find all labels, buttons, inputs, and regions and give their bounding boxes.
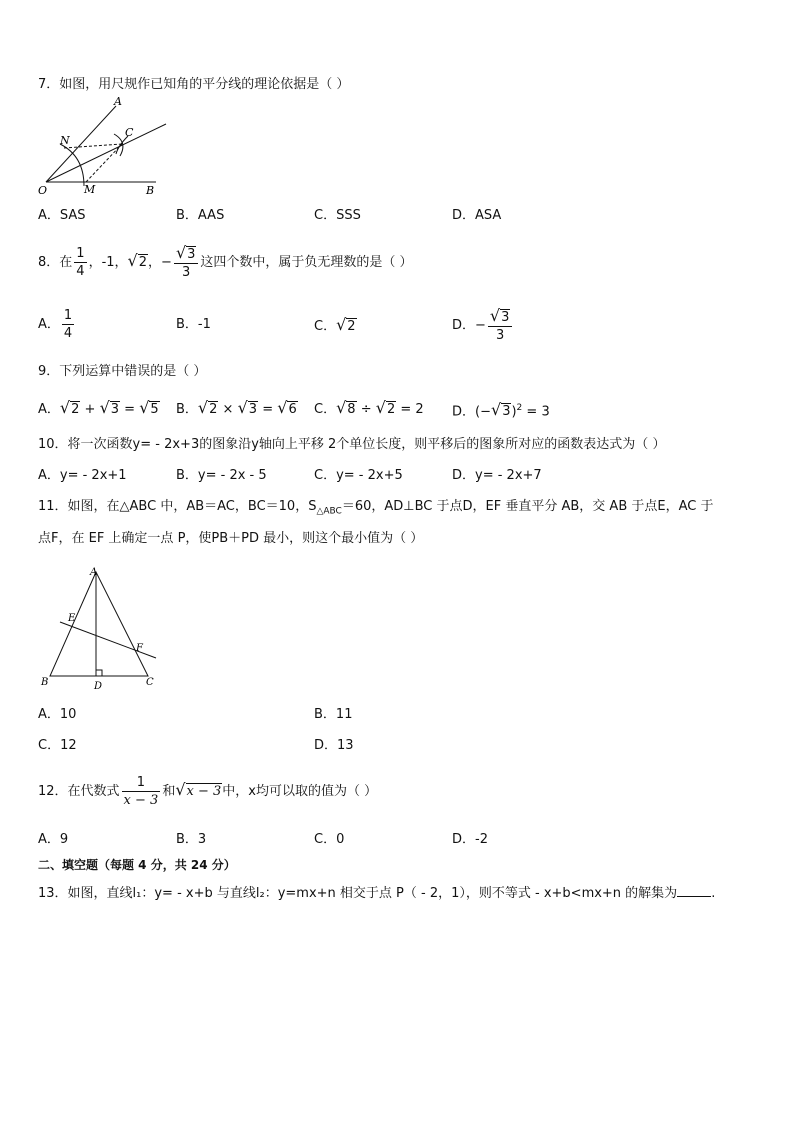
q7-option-c[interactable]: C．SSS <box>314 208 361 223</box>
label-c: C <box>146 677 154 688</box>
q11-option-a[interactable]: A．10 <box>38 707 77 722</box>
label-n: N <box>60 134 70 147</box>
q9-option-c[interactable]: C．√8 ÷ √2 = 2 <box>314 398 424 417</box>
q7-option-d[interactable]: D．ASA <box>452 208 502 223</box>
label-e: E <box>68 613 76 624</box>
question-12-stem: 12．在代数式 $\frac{1}{x - 3}$ 和√x − 3中，x均可以取的值为（ ） <box>38 775 378 808</box>
q7-option-a[interactable]: A．SAS <box>38 208 86 223</box>
question-9-stem: 9．下列运算中错误的是（ ） <box>38 364 207 379</box>
triangle-figure <box>36 562 166 692</box>
label-f: F <box>136 643 143 654</box>
q12-option-a[interactable]: A．9 <box>38 832 69 847</box>
q11-option-b[interactable]: B．11 <box>314 707 353 722</box>
answer-blank[interactable] <box>677 884 711 897</box>
question-13-stem: 13．如图，直线l₁：y= - x+b 与直线l₂：y=mx+n 相交于点 P（ - 2，1），则不等式 - x+b<mx+n 的解集为 . <box>38 886 716 901</box>
label-c: C <box>125 126 134 139</box>
q10-option-c[interactable]: C．y= - 2x+5 <box>314 468 403 483</box>
question-11-line-1: 11．如图，在△ABC 中，AB＝AC，BC＝10，$S_{\triangle ABC}=60$，AD⊥BC 于点D，EF 垂直平分 AB，交 AB 于点E，AC 于 <box>38 499 714 517</box>
q8-option-c[interactable]: C．√2 <box>314 315 356 334</box>
q10-option-b[interactable]: B．y= - 2x - 5 <box>176 468 267 483</box>
question-8-stem: 8．在 $\frac{1}{4}$ ，-1，√2，− $\frac{√3}{3}$ 这四个数中，属于负无理数的是（ ） <box>38 243 413 280</box>
q10-option-a[interactable]: A．y= - 2x+1 <box>38 468 127 483</box>
q11-option-d[interactable]: D．13 <box>314 738 354 753</box>
question-11-line-2: 点F，在 EF 上确定一点 P，使PB＋PD 最小，则这个最小值为（ ） <box>38 531 424 546</box>
q8-option-d[interactable]: D．− $\frac{√3}{3}$ <box>452 307 514 344</box>
q9-option-a[interactable]: A．√2 + √3 = √5 <box>38 398 159 417</box>
q8-option-b[interactable]: B．-1 <box>176 317 211 332</box>
label-d: D <box>94 681 103 692</box>
fraction-sqrt3-over-3: $\frac{√3}{3}$ <box>174 244 198 281</box>
q9-option-b[interactable]: B．√2 × √3 = √6 <box>176 398 297 417</box>
q12-option-c[interactable]: C．0 <box>314 832 345 847</box>
question-7-stem: 7．如图，用尺规作已知角的平分线的理论依据是（ ） <box>38 77 350 92</box>
label-b: B <box>146 184 155 197</box>
q12-option-b[interactable]: B．3 <box>176 832 207 847</box>
label-b: B <box>41 677 49 688</box>
question-10-stem: 10．将一次函数y= - 2x+3的图象沿y轴向上平移 2个单位长度，则平移后的图象所对应的函数表达式为（ ） <box>38 437 666 452</box>
q11-option-c[interactable]: C．12 <box>38 738 77 753</box>
sqrt-2: √2 <box>127 251 148 270</box>
q12-option-d[interactable]: D．-2 <box>452 832 488 847</box>
fraction-1-over-x-minus-3: $\frac{1}{x - 3}$ <box>123 775 159 808</box>
label-o: O <box>38 184 48 197</box>
q10-option-d[interactable]: D．y= - 2x+7 <box>452 468 542 483</box>
sqrt-x-minus-3: √x − 3 <box>175 780 222 799</box>
angle-bisector-figure <box>36 94 176 198</box>
section-2-heading: 二、填空题（每题 4 分，共 24 分） <box>38 858 236 872</box>
label-a: A <box>90 567 98 578</box>
q8-option-a[interactable]: A． $\frac{1}{4}$ <box>38 308 73 341</box>
fraction-one-quarter: $\frac{1}{4}$ <box>76 246 85 279</box>
q9-option-d[interactable]: D．$(-√3)^2 = 3$ <box>452 400 550 420</box>
label-a: A <box>114 95 122 108</box>
label-m: M <box>84 183 96 196</box>
q7-option-b[interactable]: B．AAS <box>176 208 225 223</box>
